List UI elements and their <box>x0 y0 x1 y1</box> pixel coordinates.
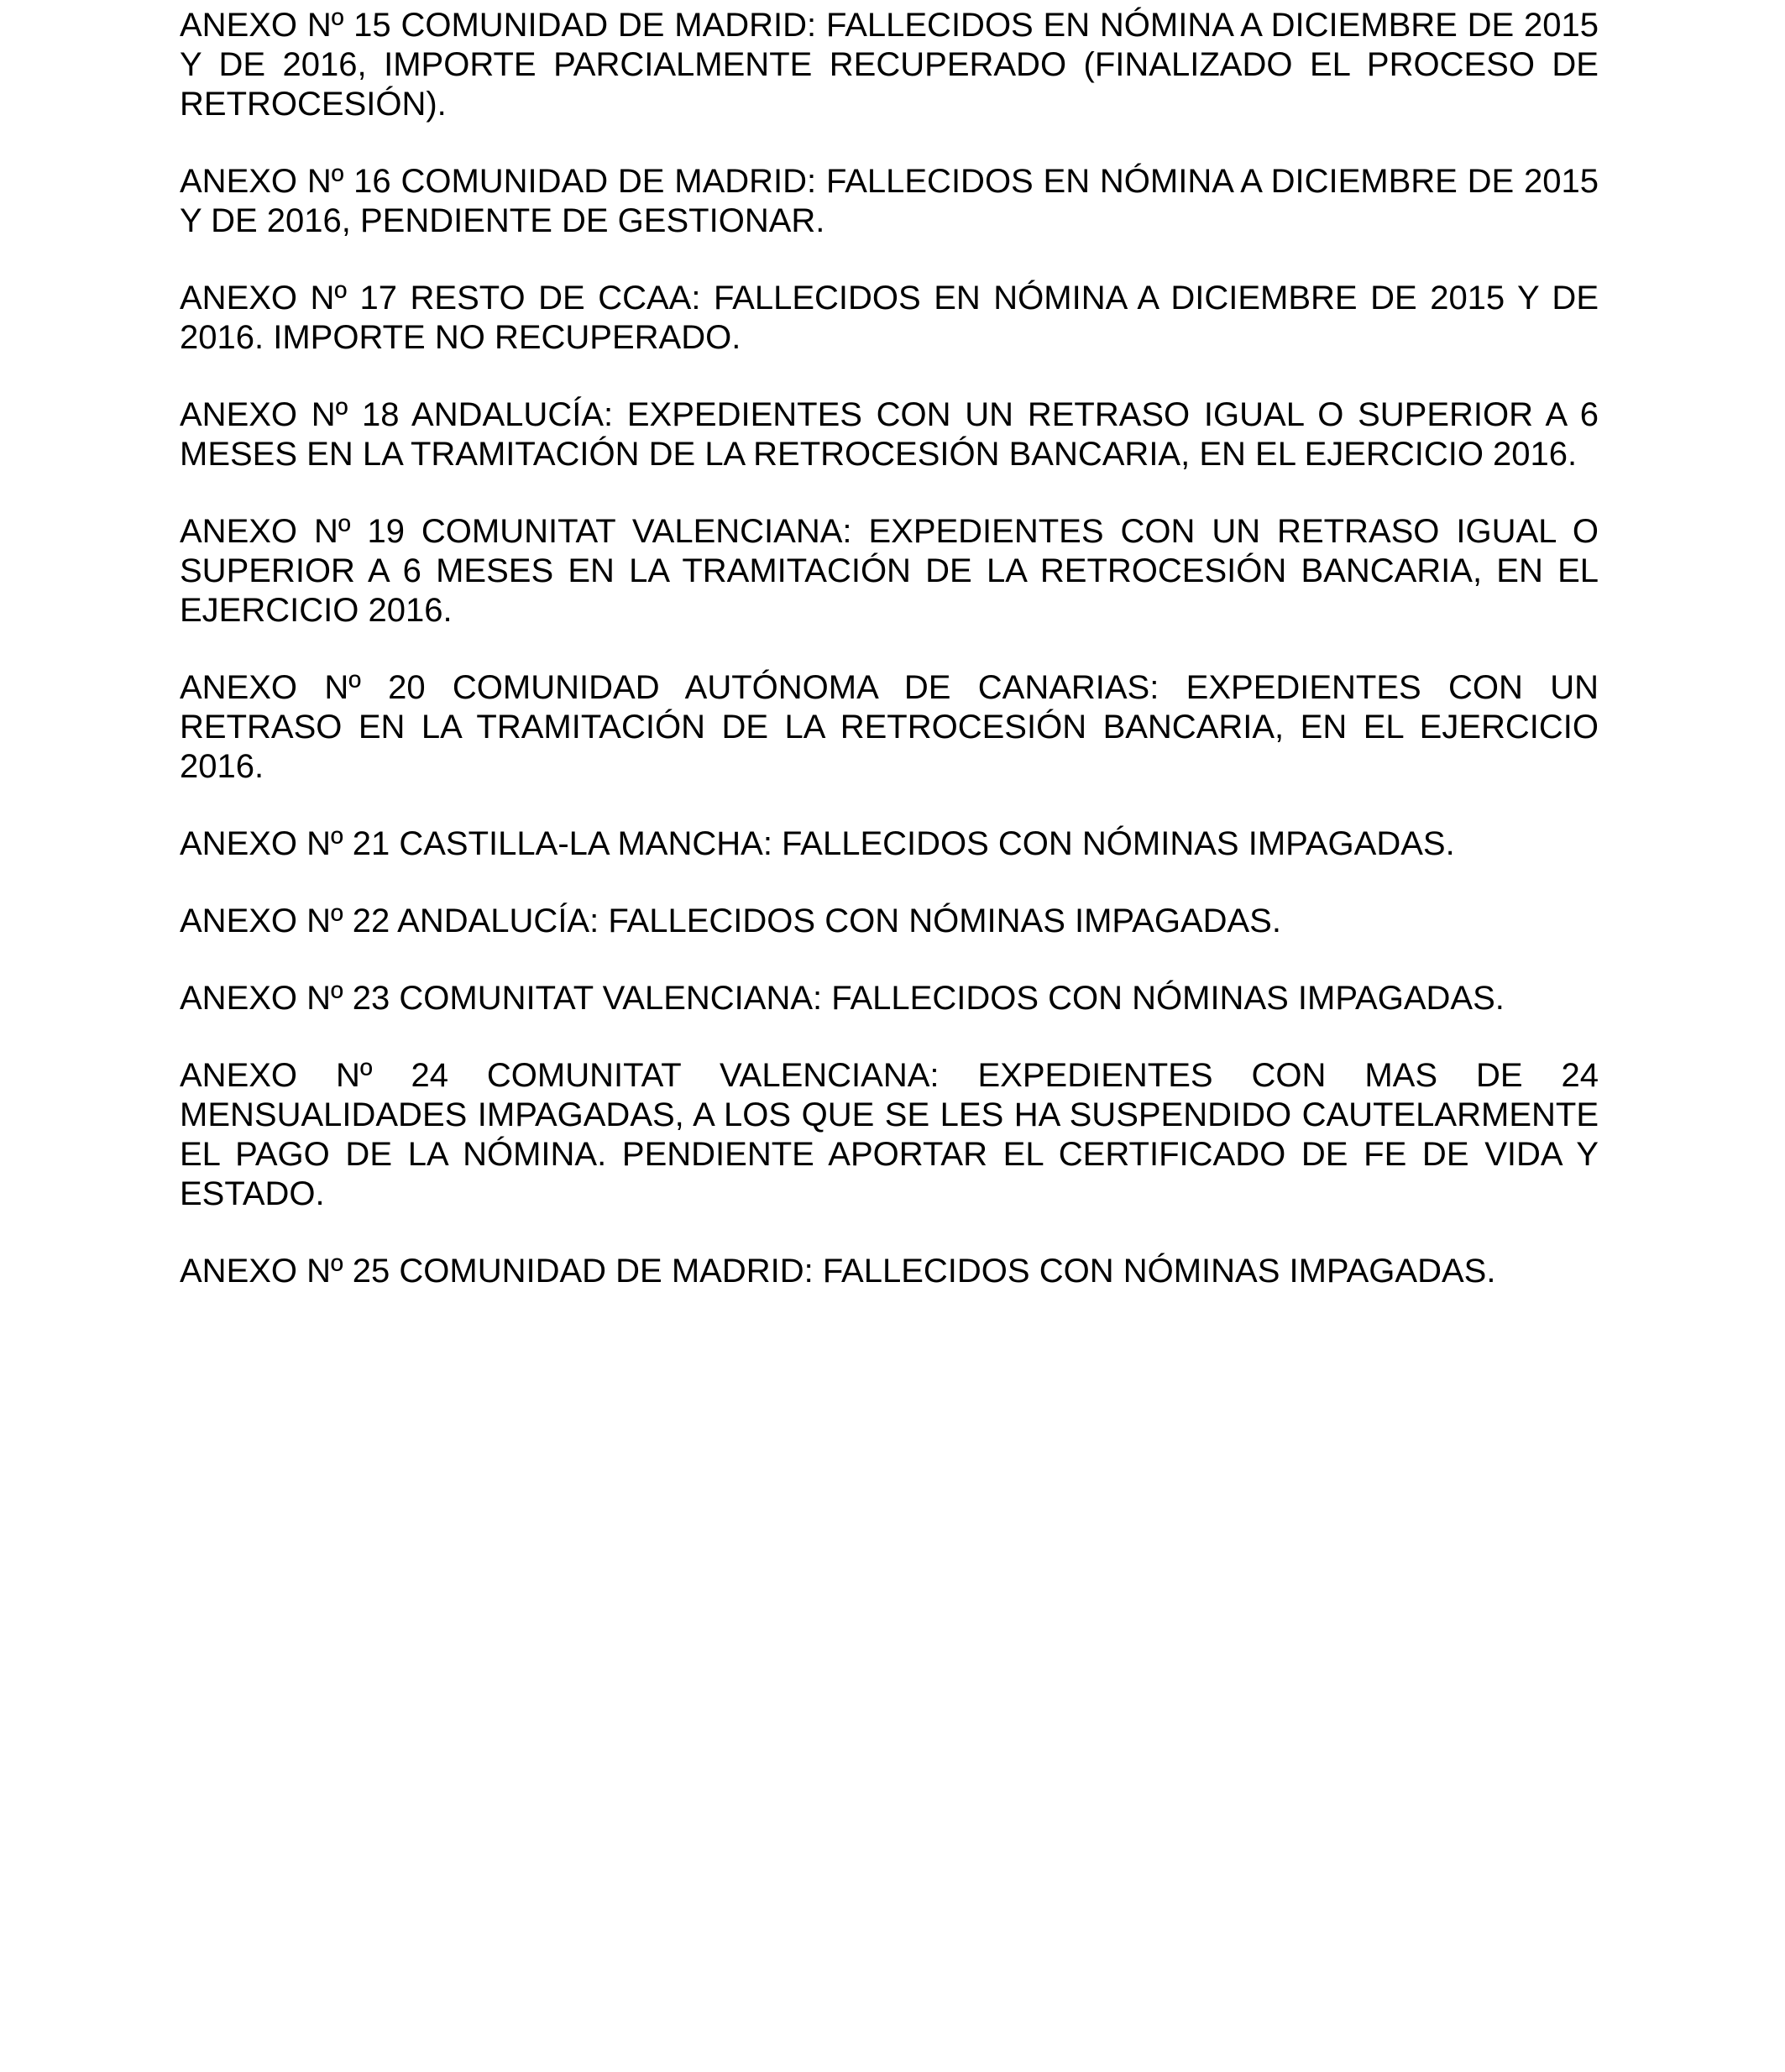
annex-item-22: ANEXO Nº 22 ANDALUCÍA: FALLECIDOS CON NÓMINAS IMPAGADAS. <box>180 903 1281 939</box>
annex-item-21: ANEXO Nº 21 CASTILLA-LA MANCHA: FALLECIDOS CON NÓMINAS IMPAGADAS. <box>180 825 1455 862</box>
annex-item-18: ANEXO Nº 18 ANDALUCÍA: EXPEDIENTES CON UN RETRASO IGUAL O SUPERIOR A 6 MESES EN LA TRAMITACIÓN DE LA RETROCESIÓN BANCARIA, EN EL EJERCICIO 2016. <box>180 396 1599 473</box>
annex-item-15: ANEXO Nº 15 COMUNIDAD DE MADRID: FALLECIDOS EN NÓMINA A DICIEMBRE DE 2015 Y DE 2016, IMPORTE PARCIALMENTE RECUPERADO (FINALIZADO EL PROCESO DE RETROCESIÓN). <box>180 7 1599 123</box>
annex-item-25: ANEXO Nº 25 COMUNIDAD DE MADRID: FALLECIDOS CON NÓMINAS IMPAGADAS. <box>180 1253 1496 1290</box>
annex-item-16: ANEXO Nº 16 COMUNIDAD DE MADRID: FALLECIDOS EN NÓMINA A DICIEMBRE DE 2015 Y DE 2016, PENDIENTE DE GESTIONAR. <box>180 163 1599 239</box>
annex-item-17: ANEXO Nº 17 RESTO DE CCAA: FALLECIDOS EN NÓMINA A DICIEMBRE DE 2015 Y DE 2016. IMPORTE NO RECUPERADO. <box>180 280 1599 356</box>
document-page <box>180 6 1599 1291</box>
annex-item-23: ANEXO Nº 23 COMUNITAT VALENCIANA: FALLECIDOS CON NÓMINAS IMPAGADAS. <box>180 980 1505 1017</box>
annex-item-24: ANEXO Nº 24 COMUNITAT VALENCIANA: EXPEDIENTES CON MAS DE 24 MENSUALIDADES IMPAGADAS, A LOS QUE SE LES HA SUSPENDIDO CAUTELARMENTE EL PAGO DE LA NÓMINA. PENDIENTE APORTAR EL CERTIFICADO DE FE DE VIDA Y ESTADO. <box>180 1057 1599 1212</box>
annex-item-19: ANEXO Nº 19 COMUNITAT VALENCIANA: EXPEDIENTES CON UN RETRASO IGUAL O SUPERIOR A 6 MESES EN LA TRAMITACIÓN DE LA RETROCESIÓN BANCARIA, EN EL EJERCICIO 2016. <box>180 513 1599 629</box>
annex-item-20: ANEXO Nº 20 COMUNIDAD AUTÓNOMA DE CANARIAS: EXPEDIENTES CON UN RETRASO EN LA TRAMITACIÓN DE LA RETROCESIÓN BANCARIA, EN EL EJERCICIO 2016. <box>180 669 1599 785</box>
